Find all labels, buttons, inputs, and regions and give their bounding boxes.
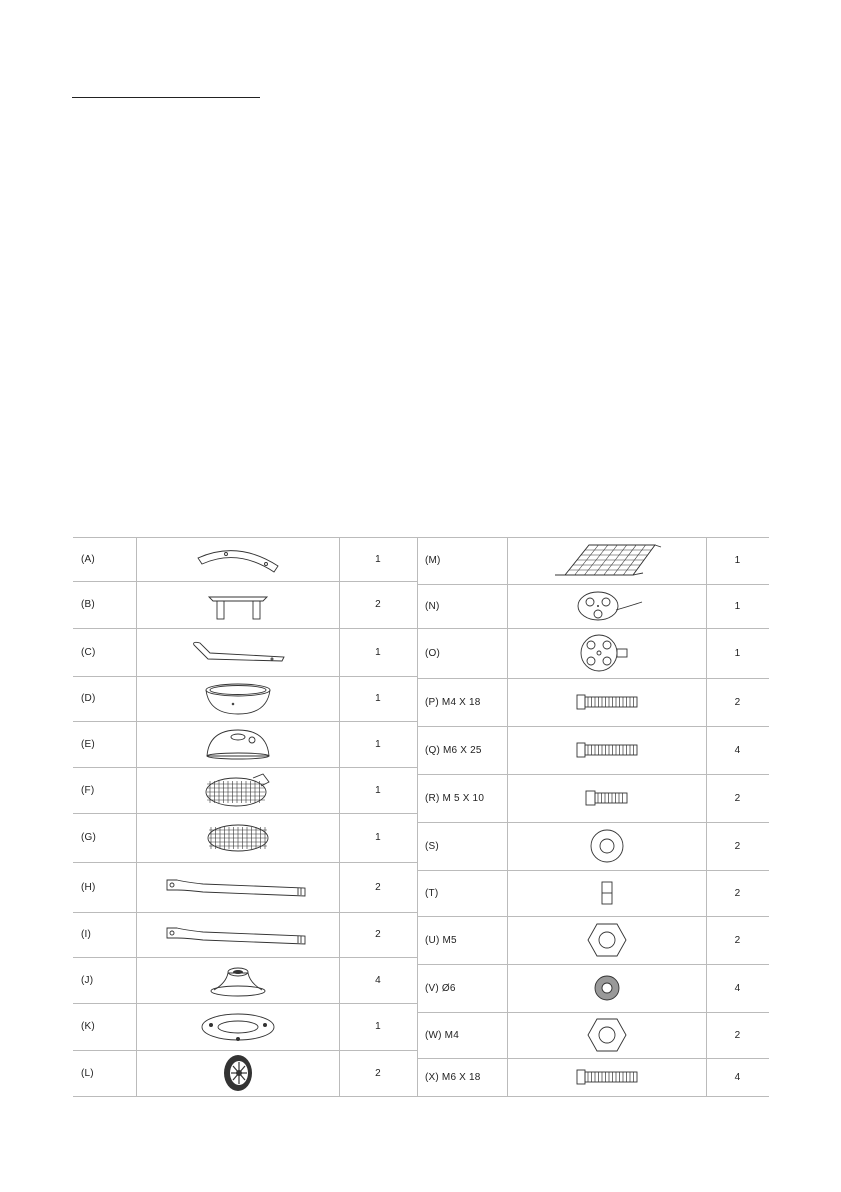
wire-rack-icon [507,537,706,584]
part-quantity: 2 [734,840,741,852]
part-code: (Q) M6 X 25 [425,744,482,756]
table-row [73,1050,417,1096]
row-divider [417,628,769,629]
lid-icon [136,721,339,767]
table-row [417,726,769,774]
table-row [417,1012,769,1058]
wheel-icon [136,1050,339,1096]
table-row [417,537,769,584]
part-code: (B) [81,599,95,610]
vent-damper-icon [507,628,706,678]
table-row [73,628,417,676]
part-code: (H) [81,881,96,893]
row-divider [417,1058,769,1059]
table-row [73,1003,417,1050]
part-quantity: 2 [734,934,741,946]
part-quantity: 4 [734,1071,741,1083]
row-divider [417,822,769,823]
hex-nut-icon [507,1012,706,1058]
row-divider [417,964,769,965]
row-divider [73,813,417,814]
leg-socket-icon [136,957,339,1003]
table-row [417,774,769,822]
table-row [73,581,417,628]
bolt-icon [507,678,706,726]
parts-list-table [73,537,769,1096]
parts-column-left [73,537,417,1096]
part-code: (X) M6 X 18 [425,1071,481,1083]
part-code: (O) [425,647,441,659]
row-divider [417,678,769,679]
part-code: (N) [425,600,440,612]
part-code: (J) [81,974,94,986]
part-quantity: 4 [734,744,741,756]
row-divider [417,870,769,871]
part-quantity: 2 [375,929,381,940]
part-quantity: 1 [375,553,381,565]
part-code: (T) [425,887,439,899]
part-code: (I) [81,929,92,940]
table-row [73,767,417,813]
table-row [73,862,417,912]
row-divider [417,537,769,538]
part-code: (U) M5 [425,934,457,946]
table-row [73,813,417,862]
part-code: (P) M4 X 18 [425,696,481,708]
table-row [417,584,769,628]
table-row [417,916,769,964]
row-divider [417,1096,769,1097]
spacer-icon [507,870,706,916]
row-divider [73,628,417,629]
row-divider [73,1050,417,1051]
row-divider [73,676,417,677]
row-divider [73,1003,417,1004]
table-row [73,721,417,767]
lock-washer-icon [507,964,706,1012]
table-row [417,678,769,726]
charcoal-grate-icon [136,813,339,862]
arc-rail-icon [136,537,339,581]
ash-tray-icon [136,1003,339,1050]
hex-nut-icon [507,916,706,964]
row-divider [73,912,417,913]
part-code: (L) [81,1067,94,1079]
hook-bracket-icon [136,628,339,676]
table-row [417,822,769,870]
part-quantity: 2 [375,1067,381,1079]
part-quantity: 4 [375,974,381,986]
part-quantity: 1 [375,646,381,658]
table-row [73,537,417,581]
column-divider [507,537,508,1096]
row-divider [73,957,417,958]
part-code: (W) M4 [425,1029,459,1041]
row-divider [73,581,417,582]
leg-tube-icon [136,912,339,957]
part-code: (A) [81,553,95,565]
bowl-icon [136,676,339,721]
part-quantity: 2 [734,696,741,708]
part-quantity: 1 [734,555,741,566]
table-row [417,964,769,1012]
part-quantity: 1 [375,693,381,704]
table-row [73,912,417,957]
part-quantity: 2 [734,792,741,804]
part-code: (K) [81,1021,95,1032]
table-row [417,628,769,678]
row-divider [73,1096,417,1097]
leg-tube-icon [136,862,339,912]
row-divider [73,862,417,863]
part-quantity: 1 [734,600,741,612]
part-code: (G) [81,832,97,843]
cooking-grill-icon [136,767,339,813]
part-code: (R) M 5 X 10 [425,792,485,804]
vent-plate-icon [507,584,706,628]
part-quantity: 1 [375,832,381,843]
row-divider [417,726,769,727]
handle-bracket-icon [136,581,339,628]
part-quantity: 2 [734,1029,741,1041]
column-divider [706,537,707,1096]
part-quantity: 1 [375,1021,381,1032]
part-code: (F) [81,784,95,796]
part-code: (C) [81,646,96,658]
part-quantity: 4 [734,982,741,994]
part-code: (V) Ø6 [425,982,456,994]
part-quantity: 2 [375,881,381,893]
part-quantity: 1 [375,738,381,750]
table-row [73,957,417,1003]
parts-column-right [417,537,769,1096]
row-divider [417,774,769,775]
part-code: (D) [81,693,96,704]
short-bolt-icon [507,774,706,822]
part-quantity: 2 [375,599,381,610]
table-row [417,870,769,916]
washer-icon [507,822,706,870]
part-quantity: 1 [375,784,381,796]
column-divider [339,537,340,1096]
section-heading-underline [72,97,260,98]
row-divider [417,584,769,585]
row-divider [417,916,769,917]
part-quantity: 1 [734,647,741,659]
row-divider [73,721,417,722]
part-code: (E) [81,738,95,750]
part-code: (M) [425,555,441,566]
table-row [417,1058,769,1096]
column-divider [136,537,137,1096]
row-divider [73,767,417,768]
row-divider [73,537,417,538]
part-code: (S) [425,840,439,852]
bolt-icon [507,726,706,774]
table-row [73,676,417,721]
part-quantity: 2 [734,887,741,899]
row-divider [417,1012,769,1013]
bolt-icon [507,1058,706,1096]
